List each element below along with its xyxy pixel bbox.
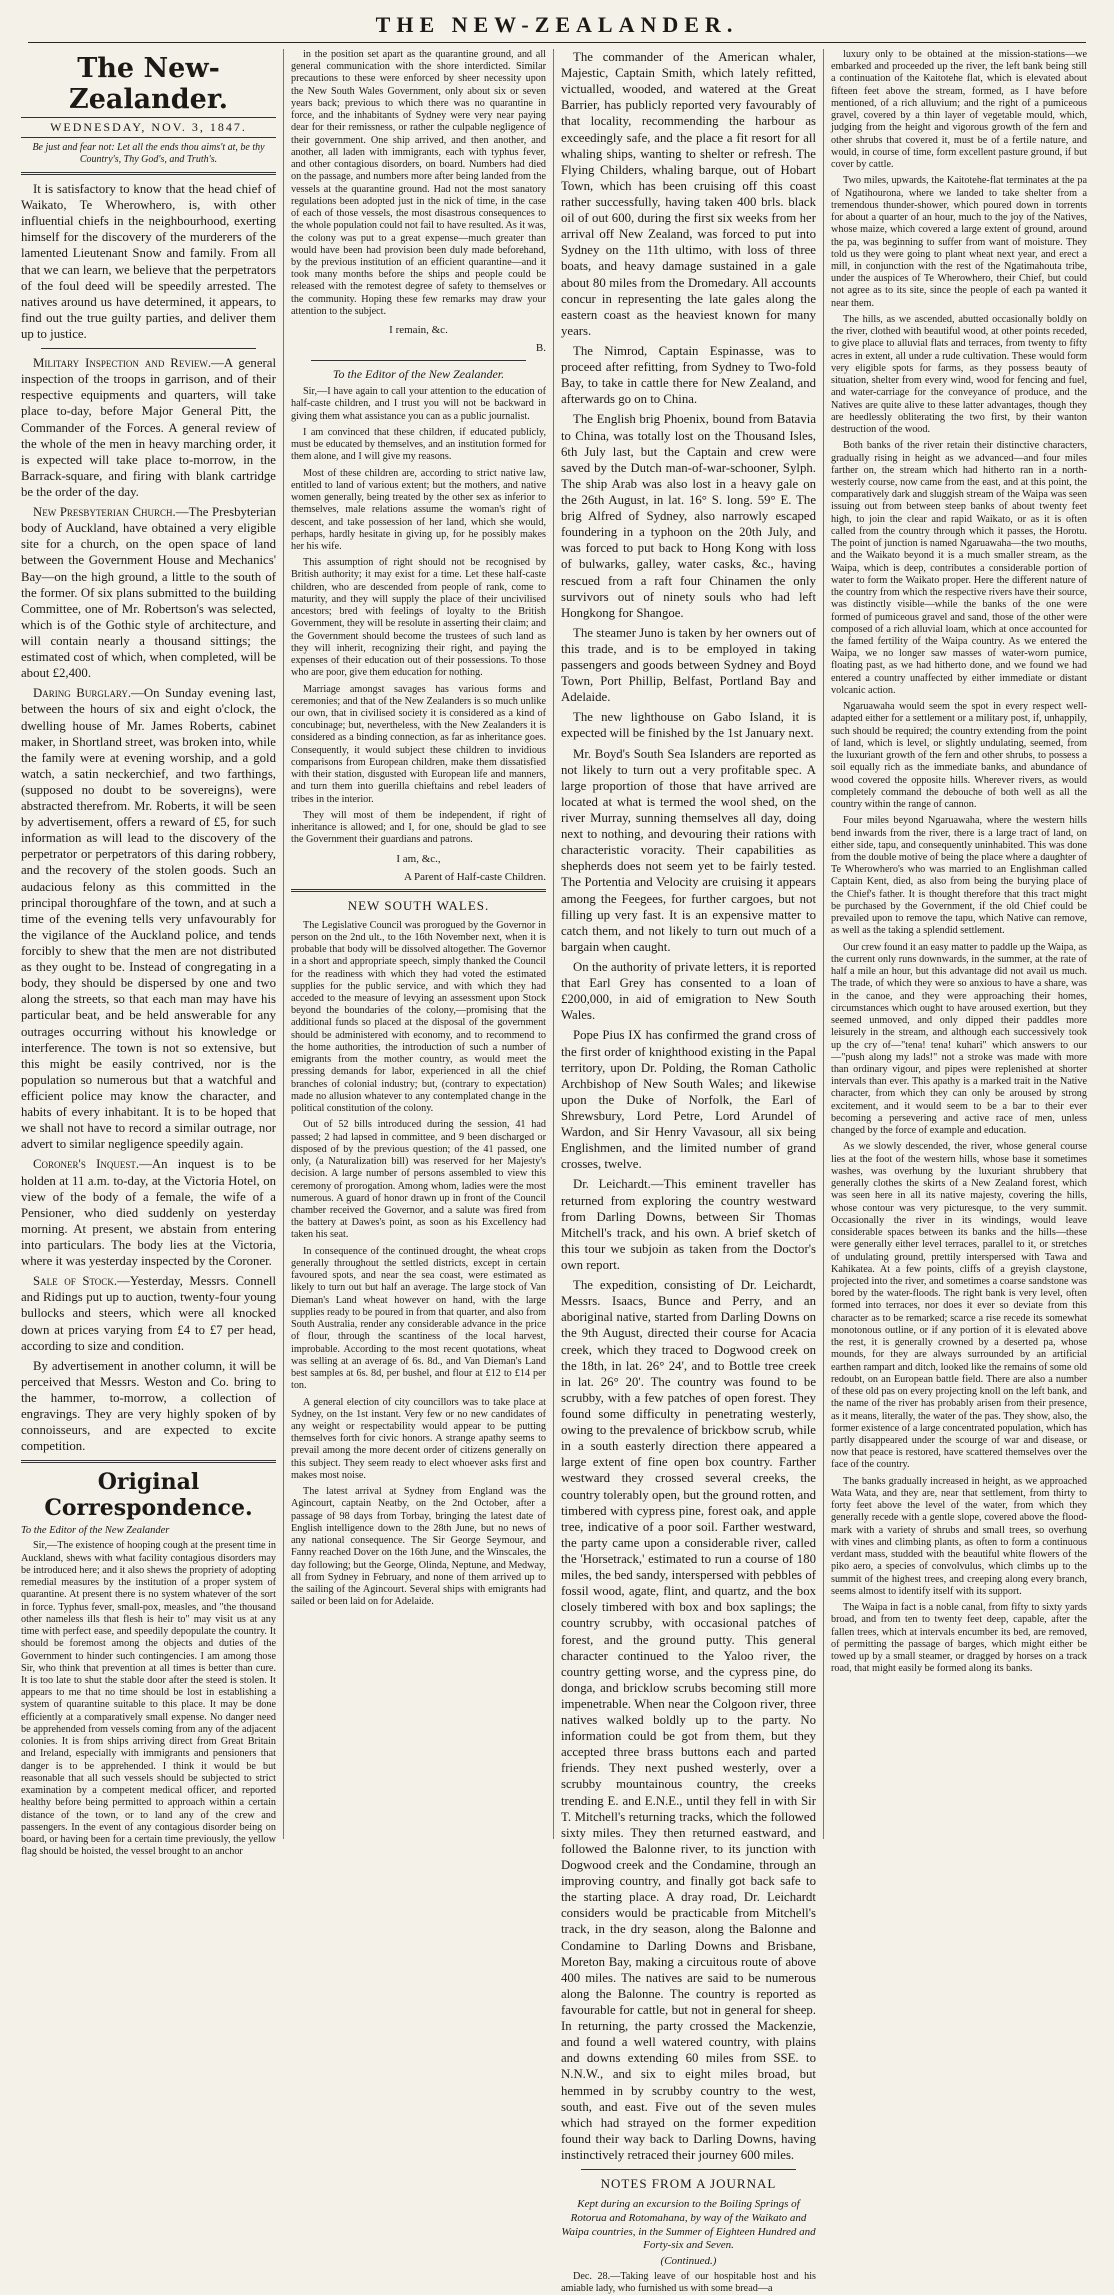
news-paragraph: Pope Pius IX has confirmed the grand cross of the first order of knighthood existing in the Papal territory, upon Dr. Polding, the Roman Catholic Archbishop of New South Wales; and likewise upon the Duke of Norfolk, the Earl of Shrewsbury, Lord Petre, Lord Arundel of Wardon, and Sir Henry Vavasour, all six being Englishmen, and the limited number of grand crosses, twelve. (561, 1028, 816, 1172)
column-2 (284, 49, 554, 1839)
journal-paragraph: Both banks of the river retain their distinctive characters, gradually rising in height as we advanced—and four miles farther on, the stream which had hitherto ran in a north-westerly course, now came from the east, and at this point, the comparatively dark and sluggish stream of the Waipa was seen issuing out from between steep banks of about twenty feet high, to join the clear and rapid Waikato, or as it is often called from the country through which it passes, the Horotu. The point of junction is named Ngaruawaha—the two mouths, and the Waikato beyond it is a much smaller stream, as the Waipa, which is deep, contributes a considerable portion of water to form the Waikato proper. Here the different nature of the country from which the respective rivers have their source, was distinctly visible—while the banks of the one were formed of pumiceous gravel and sand, those of the other were composed of a rich alluvial loam, which at once accounted for the famed fertility of the Waipa country. As we entered the Waipa, we no longer saw masses of water-worn pumice, floating past, as we had hitherto done, and we found we had entered a country unaffected by either immediate or distant volcanic action. (831, 440, 1087, 696)
nsw-title: NEW SOUTH WALES. (347, 897, 490, 913)
news-item (21, 1273, 276, 1354)
journal-paragraph: Ngaruawaha would seem the spot in every respect well-adapted either for a settlement or a military post, if, unhappily, such should be required; the country extending from the point of land, which is level, or slightly undulating, seemed, from the luxuriant growth of the fern and other shrubs, to possess a soil equally rich as the immediate banks, and abundance of wood covered the opposite hills. Wherever rivers, as would completely command the debouche of both well as all the country within the range of cannon. (831, 701, 1087, 811)
news-item-text: —Yesterday, Messrs. Connell and Ridings put up to auction, twenty-four young bullocks and steers, which were all knocked down at prices varying from £4 to £7 per head, according to size and condition. (21, 1274, 276, 1353)
letter2-paragraph: Marriage amongst savages has various forms and ceremonies; and that of the New Zealanders is so much unlike our own, that in civilised society it is considered as a kind of concubinage; but, nevertheless, with the New Zealanders it is considered as a binding connection, as far as inheritance goes. Consequently, it would subject these children to invidious comparisons from European children, make them dissatisfied with their station, disgusted with European life and manners, and turn them into guerilla chieftains and rebel leaders of tribes in the interior. (291, 683, 546, 805)
paper-name: The New-Zealander. (69, 53, 228, 115)
letter2-signature: A Parent of Half-caste Children. (403, 870, 546, 883)
nsw-paragraph: The Legislative Council was prorogued by the Governor in person on the 2nd ult., to the 16th November next, when it is probable that body will be dissolved altogether. The Governor in a short and appropriate speech, simply thanked the Council for the readiness with which they had voted the estimated supplies for the public service, and with which they had acceded to the measure of levying an assessment upon Stock beyond the boundaries of the colony,—promising that the additional funds so placed at the disposal of the government should be administered with economy, and to recommend to the home authorities, the introduction of such a number of emigrants from the mother country, as would meet the pressing demands for labor, experienced in all the chief branches of colonial industry; but, (contrary to expectation) made no allusion whatever to any contemplated change in the political constitution of the colony. (291, 919, 546, 1115)
journal-text: Dec. 28.—Taking leave of our hospitable host and his amiable lady, who furnished us with some bread—a (561, 2270, 816, 2295)
news-item-text: —An inquest is to be holden at 11 a.m. to-day, at the Victoria Hotel, on view of the body of a female, the wife of a Pensioner, who died suddenly on yesterday morning. At present, we abstain from entering into particulars. The body lies at the Victoria, where it was yesterday inspected by the Coroner. (21, 1157, 276, 1269)
lead-article: It is satisfactory to know that the head chief of Waikato, Te Wherowhero, is, with other influential chiefs in the neighbourhood, exerting himself for the discovery of the murderers of the lamented Lieutenant Snow and family. From all that we can learn, we believe that the perpetrators of the foul deed will be speedily arrested. The natives around us have determined, it appears, to find out the true guilty parties, and deliver them up to justice. (21, 182, 276, 341)
columns (14, 49, 1100, 2295)
column-4 (824, 49, 1094, 1839)
nsw-body (291, 920, 546, 1609)
journal-title: NOTES FROM A JOURNAL (600, 2176, 777, 2192)
motto: Be just and fear not: Let all the ends thou aims't at, be thy Country's, Thy God's, and Truth's. (32, 142, 265, 165)
journal-paragraph: The hills, as we ascended, abutted occasionally boldly on the river, clothed with beautiful wood, at other points receded, to give place to alluvial flats and terraces, from twenty to fifty acres in extent, all under a rude cultivation. These would form very eligible spots for farms, as they possess beauty of situation, shelter from every wind, wood for fencing and fuel, and water-carriage for the conveyance of produce, and the Natives are quite alive to these latter advantages, though they are heedlessly obliterating the two first, by their wanton destruction of the wood. (831, 313, 1087, 436)
news-paragraph: The Nimrod, Captain Espinasse, was to proceed after refitting, from Sydney to Two-fold Bay, to take in cattle there for New Zealand, and afterwards go on to China. (561, 343, 816, 407)
news-item-heading: Daring Burglary. (33, 686, 132, 701)
letter2-signoff: I am, &c., (396, 852, 441, 865)
news-paragraph: Mr. Boyd's South Sea Islanders are reported as not likely to turn out a very profitable spec. A large proportion of those that have arrived are located at what is termed the wool shed, on the river Murray, sunning themselves all day, doing next to nothing, and devouring their rations with characteristic voracity. Their capabilities as shepherds does not seem yet to be fairly tested. The Portentia and Velocity are cruising it appears among the Feegees, for further cargoes, but not filling up very fast. It is an expensive matter to catch them, and not likely to turn out much of a bargain when caught. (561, 746, 816, 954)
news-item-heading: Military Inspection and Review. (33, 356, 212, 371)
masthead: THE NEW-ZEALANDER. (28, 10, 1086, 43)
journal-paragraph: The Waipa in fact is a noble canal, from fifty to sixty yards broad, and from ten to twenty feet deep, capable, after the fallen trees, which at intervals encumber its bed, are removed, of permitting the passage of barges, which might either be towed up by a small steamer, or dragged by horses on a track road, that might easily be formed along its banks. (831, 1602, 1087, 1675)
letter-text: Sir,—The existence of hooping cough at the present time in Auckland, shews with what facility contagious disorders may be introduced here; and it also shews the propriety of adopting remedial measures by the institution of a proper system of quarantine. At present there is no system whatever of the sort in force. Typhus fever, small-pox, measles, and "the thousand other nameless ills that flesh is heir to" may visit us at any time with perfect ease, and speedily depopulate the country. It should be foremost among the objects and duties of the Government to hinder such contingencies. I am among those Sir, who think that prevention at all times is better than cure. It is too late to shut the stable door after the steed is stolen. It appears to me that no time should be lost in establishing a system of quarantine suitable to this place. It may be done efficiently at a comparatively small expense. No danger need be apprehended from vessels coming from any of the adjacent colonies. It is from ships arriving direct from Great Britain and Ireland, especially with immigrants and pensioners that danger is to be apprehended. I think it would be but reasonable that all such vessels should be subjected to strict examination by a competent medical officer, and reported healthy before being permitted to approach within a certain distance of the town, or to land any of the crew and passengers. In the event of any contagious disorder being on board, or having been for a certain time previously, the yellow flag should be hoisted, the vessel brought to an anchor (21, 1540, 276, 1858)
column-1 (14, 49, 284, 1858)
journal-paragraph: luxury only to be obtained at the mission-stations—we embarked and proceeded up the river, the left bank being still a continuation of the Kaitotehe flat, which is elevated about fifteen feet above the stream, formed, as I have before mentioned, of a rich alluvium; and the right of a pumiceous gravel, covered by a thin layer of vegetable mould, which, judging from the height and vigorous growth of the fern and other shrubs that covered it, must be of a fertile nature, and would, in course of time, form excellent pasture ground, if but cover by cattle. (831, 49, 1087, 171)
dateline: WEDNESDAY, NOV. 3, 1847. (21, 117, 276, 138)
letter-signoff: I remain, &c. (389, 324, 448, 337)
news-item-text: —A general inspection of the troops in garrison, and of their respective equipments and quarters, will take place to-day, before Major General Pitt, the Commander of the Forces. A general review of the whole of the men in heavy marching order, it is expected will take place to-morrow, in the Barrack-square, and firing with blank cartridge be the order of the day. (21, 356, 276, 499)
news-paragraph: Dr. Leichardt.—This eminent traveller has returned from exploring the country westward from Darling Downs, between Sir Thomas Mitchell's track, and his own. A brief sketch of this tour we subjoin as taken from the Doctor's own report. (561, 1177, 816, 1272)
news-item-heading: Coroner's Inquest. (33, 1157, 140, 1172)
news-paragraph: The new lighthouse on Gabo Island, it is expected will be finished by the 1st January next. (561, 710, 816, 741)
correspondence-title: Original Correspondence. (44, 1469, 253, 1522)
journal-paragraph: Four miles beyond Ngaruawaha, where the western hills bend inwards from the river, there is a large tract of land, on either side, tapu, and consequently uninhabited. This was done from the double motive of being the place where a daughter of Te Wherowhero's who was married to an Englishman called Captain Kent, died, as also from being the burying place of the Chief's father. It is thought therefore that this tract might be purchased by the Government, if the old Chief could be prevailed upon to remove the tapu, which Native can remove, as well as the taking a splendid settlement. (831, 815, 1087, 937)
news-item-text: —On Sunday evening last, between the hours of six and eight o'clock, the dwelling house of Mr. James Roberts, cabinet maker, in Shortland street, was broken into, while the family were at evening worship, and a gold watch, a satin neckerchief, and two farthings, (supposed no doubt to be sovereigns), were abstracted therefrom. Mr. Roberts, it will be seen by advertisement, offers a reward of £5, for such information as will lead to the discovery of the perpetrator or perpetrators of this daring robbery, and the recovery of the stolen goods. Such an audacious felony as this committed in the principal thoroughfare of the town, and at such a time of the evening tells very unfavourably for the vigilance of the Auckland police, and tends forcibly to shew that the men are not distributed as they ought to be. Instead of congregating in a body, they should be dispersed by one and two along the streets, so that each man may have his particular beat, and be held answerable for any outrages occurring without his knowledge or interference. The town is not so extensive, but this might be easily contrived, nor is the population so numerous but that a watchful and efficient police may know the character, and habits of every inhabitant. It is to be hoped that we shall not have to record a similar outrage, nor advert to similar negligence speedily again. (21, 686, 276, 1152)
letter-initial: B. (535, 342, 546, 355)
divider (41, 348, 256, 349)
column-3 (554, 49, 824, 2295)
news-paragraph: The commander of the American whaler, Majestic, Captain Smith, which lately refitted, victualled, wooded, and watered at the Great Barrier, has publicly reported very favourably of that locality, recommending the harbour as exceedingly safe, and the place a fit resort for all whaling ships, wanting to shelter or refresh. The Flying Childers, whaling barque, out of Hobart Town, which has been cruising off this coast rather successfully, having taken 400 brls. black oil of out 600, during the first six weeks from her arrival off New Zealand, was forced to put into Sydney on the 11th ultimo, with loss of three boats, and heavy damage sustained in a gale about 80 miles from the Dromedary. All accounts concur in representing the late gales along the eastern coast as the heaviest known for many years. (561, 50, 816, 338)
letter2-salutation: To the Editor of the New Zealander. (332, 367, 505, 382)
letter2-paragraph: I am convinced that these children, if educated publicly, must be educated by themselves, and an institution formed for them alone, and I will give my reasons. (291, 426, 546, 463)
news-item (21, 355, 276, 500)
news-item-text: —The Presbyterian body of Auckland, have obtained a very eligible site for a church, on the open space of land between the Government House and Mechanics' Bay—on the high ground, a little to the south of the former. Of six plans submitted to the building Committee, one of Mr. Robertson's was selected, which is of the Gothic style of architecture, and will contain nearly a thousand sittings; the estimated cost of which, when completed, will be about £2,400. (21, 505, 277, 681)
journal-continuation (831, 49, 1087, 1675)
journal-paragraph: Our crew found it an easy matter to paddle up the Waipa, as the current only runs downwards, in the summer, at the rate of half a mile an hour, but this advantage did not avail us much. The trade, of which they were so anxious to have a share, was in the canoe, and they were approaching their homes, circumstances which ought to have aroused exertion, but they seemed unmoved, and only dipped their paddles more leisurely in the stream, and although each successively took up the cry of—"tena! tena! kuhari" which answers to our—"push along my lads!" not a stroke was made with more than ordinary vigour, and pipes were replenished at shorter intervals than ever. This apathy is a marked trait in the Native character, from which they can only be aroused by strong excitement, and it would seem to be a bar to their ever becoming a persevering and active race of men, unless changed by the force of example and education. (831, 941, 1087, 1137)
news-paragraph: The expedition, consisting of Dr. Leichardt, Messrs. Isaacs, Bunce and Perry, and an aboriginal native, started from Darling Downs on the 9th August, directed their course for Acacia creek, which they traced to Dogwood creek on the 18th, in lat. 26° 24', and to Bottle tree creek in lat. 26° 20'. The country was found to be scrubby, with a few patches of open forest. They found some difficulty in penetrating westerly, owing to the prevalence of brickbow scrub, while in a south easterly direction there appeared a large extent of fine open box country. Farther westward they crossed several creeks, the country tolerably open, but the ground rotten, and timbered with cypress pine, forest oak, and apple tree, indicative of a poor soil. Farther westward, the party came upon a considerable river, called the 'Horsetrack,' estimated to run a course of 180 miles, the bed sandy, interspersed with pebbles of fossil wood, agate, flint, and quartz, and the box closely timbered with box and box saplings; the country scrubby, with occasional patches of forest, and the ground putty. This general character continued to the Yaloo river, the country getting worse, and the cypress pine, do donga, and bricklow scrubs becoming still more impenetrable. When near the Colgoon river, three natives walked boldly up to the party. No information could be got from them, but they accepted three brass buttons each and parted friends. They next pushed westerly, over a scrubby mountainous country, the creeks trending E. and E.N.E., until they fell in with Sir T. Mitchell's returning tracks, which the followed sixty miles. They then returned eastward, and followed the Balonne river, to its junction with Dogwood creek and the Condamine, through an improving country, and finally got back safe to the starting place. A dray road, Dr. Leichardt considers would be practicable from Mitchell's track, in the dry season, along the Balonne and Condamine to Darling Downs and Brisbane, Moreton Bay, making a circuitous route of above 400 miles. The natives are said to be numerous along the Balonne. The country is reported as favourable for cattle, but not in general for sheep. In returning, the party crossed the Mackenzie, and found a well watered country, with plains and downs extending 60 miles from SSE. to N.N.W., and six to eight miles broad, but hemmed in by scrubby country to the west, south, and east. Five out of the seven mules which had strayed on the former expedition found their way back to Darling Downs, having instinctively retraced their journey 600 miles. (561, 1278, 816, 2162)
letter2-paragraph: Most of these children are, according to strict native law, entitled to land of various extent; but the mothers, and native women generally, being treated by the other sex as inferior to themselves, male relations assume the woman's right of descent, and take possession of her land, which she would, perhaps, hardly hesitate in giving up, for he possibly makes her his wife. (291, 467, 546, 552)
journal-subtitle: Kept during an excursion to the Boiling Springs of Rotorua and Rotomahana, by way of the Waikato and Waipa countries, in the Summer of Eighteen Hundred and Forty-six and Seven. (561, 2198, 816, 2252)
news-item-heading: Sale of Stock. (33, 1274, 118, 1289)
letter-continuation: in the position set apart as the quarantine ground, and all general communication with the shore interdicted. Similar precautions to these were enforced by sheer necessity upon the New South Wales Government, only about six or seven years back; previous to which there was no quarantine in force, and the inhabitants of Sydney were very near paying dear for their remissness, or rather the culpable negligence of their government. One ship arrived, and then another, and another, all laden with immigrants, each with typhus fever, and other contagious disorders, on board. Numbers had died on the passage, and numbers more after being landed from the vessels at the quarantine ground. Had not the most sanatory regulations been adopted just in the nick of time, in the case of each of those vessels, the most disastrous consequences to the whole population could not fail to have resulted. As it was, the colony was put to a great expense—much greater than would have been had provision been duly made beforehand, by the previous institution of an efficient quarantine—and it took many months before the ships and people could be released with the remotest degree of safety to themselves or the community. Hoping these few remarks may draw your attention to the subject. (291, 49, 546, 317)
divider (21, 172, 276, 175)
news-item (21, 1358, 276, 1455)
letter2-paragraph: They will most of them be independent, if right of inheritance is allowed; and I, for one, should be glad to see the Government their guardians and patrons. (291, 809, 546, 846)
journal-paragraph: Two miles, upwards, the Kaitotehe-flat terminates at the pa of Ngatihourona, where we landed to take shelter from a tremendous thunder-shower, which poured down in torrents for about a quarter of an hour, much to the joy of the Natives, whose maize, which covered a large extent of ground, around the pa, was beginning to suffer from want of moisture. They told us they were going to plant wheat next year, and erect a mill, in conjunction with the rest of the Ngatimahouta tribe, under the auspices of Te Wherowhero, their Chief, but could not agree as to its site, since the people of each pa wanted it near them. (831, 175, 1087, 309)
divider (291, 889, 546, 892)
news-item (21, 504, 276, 681)
news-item-text: By advertisement in another column, it will be perceived that Messrs. Weston and Co. bring to the hammer, to-morrow, a collection of engravings. They are very highly spoken of by connoisseurs, and are expected to excite competition. (21, 1358, 276, 1454)
letter2-body (291, 386, 546, 846)
letter2-paragraph: Sir,—I have again to call your attention to the education of half-caste children, and I trust you will not be backward in giving them what assistance you can as a public journalist. (291, 386, 546, 422)
news-item (21, 685, 276, 1152)
news-items (21, 355, 276, 1454)
news-paragraph: The steamer Juno is taken by her owners out of this trade, and is to be employed in taking passengers and goods between Sydney and Boyd Town, Port Phillip, Belfast, Portland Bay and Adelaide. (561, 625, 816, 705)
nsw-paragraph: Out of 52 bills introduced during the session, 41 had passed; 2 had lapsed in committee, and 9 been discharged or disposed of by the previous question; of the 41 passed, one only, (a Naturalization bill) was reserved for her Majesty's decision. A large number of persons assembled to view this ceremony of prorogation. Among whom, ladies were the most numerous. A guard of honor drawn up in front of the Council chamber received the Governor, and a salute was fired from the battery at Dawes's point, as soon as his Excellency had taken his seat. (291, 1119, 546, 1241)
nsw-paragraph: In consequence of the continued drought, the wheat crops generally throughout the settled districts, except in certain favoured spots, and near the sea coast, were estimated as likely to turn out but half an average. The large stock of Van Dieman's Land wheat however on hand, with the large supplies ready to be poured in from that quarter, and also from South Australia, render any considerable advance in the price of flour, through the scantiness of the local harvest, improbable. According to the most recent quotations, wheat was selling at an average of 6s. 8d., and Van Dieman's Land best samples at 6s. 8d, per bushel, and flour at £12 to £14 per ton. (291, 1245, 546, 1392)
journal-continued: (Continued.) (660, 2255, 717, 2268)
news-item (21, 1156, 276, 1269)
news-paragraph: On the authority of private letters, it is reported that Earl Grey has consented to a loan of £200,000, in aid of emigration to New South Wales. (561, 960, 816, 1023)
nsw-paragraph: A general election of city councillors was to take place at Sydney, on the 1st instant. Very few or no new candidates of any weight or respectability would appear to be putting themselves forth for civic honors. A strange apathy seems to prevail among the more decent order of citizens generally on this subject. They seem ready to elect whoever asks first and makes most noise. (291, 1396, 546, 1481)
letter-salutation: To the Editor of the New Zealander (21, 1525, 170, 1537)
journal-paragraph: As we slowly descended, the river, whose general course lies at the foot of the western hills, whose base it sometimes washes, was overhung by the luxuriant shrubbery that generally clothes the skirts of a New Zealand forest, which was seen here in all its native majesty, covering the hills, whose contour was very picturesque, to the very summit. Occasionally the river in its windings, would leave considerable spaces between its banks and the hills—these were generally either level terraces, parallel to it, or stretches of undulating ground, prettily interspersed with Tawa and Kahikatea. At a few points, cliffs of a greyish claystone, projected into the river, and sometimes a coarse sandstone was bored by the water-floods. The right bank is very level, often formed into terraces, nor does it ever so deviate from this character as to be remarked; scarce a rise recede its somewhat monotonous outline, or if any portion of it is elevated above the rest, it is generally crowned by a deserted pa, whose mounds, for they are always surrounded by an artificial earthen rampart and ditch, looked like the remains of some old redoubt, on an European battle field. There are also a number of these old pas on every projecting knoll on the left bank, and the name of the river has probably arisen from their presence, as it means, literally, the water of the pas. They show, also, the former existence of a large concentrated population, which has partly disappeared under the scourge of war and disease, or now that peace is restored, have scattered themselves over the face of the country. (831, 1141, 1087, 1471)
news-paragraph: The English brig Phoenix, bound from Batavia to China, was totally lost on the Thousand Isles, 6th July last, but the Captain and crew were saved by the Dutch man-of-war-schooner, Sylph. The ship Arab was also lost in a heavy gale on the 26th August, in lat. 16° S. long. 59° E. The brig Alfred of Sydney, also narrowly escaped foundering in a typhoon on the 20th July, and was forced to put back to Hong Kong with loss of bulwarks, galley, water casks, &c., having rescued from a raft four Chinamen the only survivors out of ninety souls who had left Hongkong for Shangoe. (561, 412, 816, 620)
journal-paragraph: The banks gradually increased in height, as we approached Wata Wata, and they are, near that settlement, from thirty to forty feet above the level of the water, from which they generally recede with a gentle slope, covered above the flood-mark with a variety of shrubs and small trees, so overhung with vines and climbing plants, as often to form a continuous verdant mass, studded with the beautiful white flowers of the piko aero, a species of convolvulus, which climbs up to the summit of the highest trees, and creeping along every branch, seems almost to identify itself with its support. (831, 1475, 1087, 1597)
divider (311, 360, 526, 361)
divider (21, 1460, 276, 1463)
shipping-news (561, 49, 816, 2163)
nsw-paragraph: The latest arrival at Sydney from England was the Agincourt, captain Neatby, on the 2nd October, after a passage of 98 days from Torbay, bringing the latest date of English intelligence down to the 28th June, but no news of any national consequence. The Sir George Seymour, and Fanny reached Dover on the 16th June, and the Winscales, the day following; but the George, Olinda, Neptune, and Medway, all from Sydney in February, and none of them arrived up to the sailing of the Agincourt. Several ships with emigrants had sailed or been laid on for Adelaide. (291, 1486, 546, 1608)
divider (581, 2169, 796, 2170)
letter2-paragraph: This assumption of right should not be recognised by British authority; it may exist for a time. Let these half-caste children, who are descended from people of rank, come to maturity, and they will supply the place of their uncivilised ancestors; bred with feelings of loyalty to the British Government, they will be resolute in asserting their claim; and the Government should become the trustees of such land as they will inherit, recognizing their right, and paying the expenses of their education out of their possessions. To those who are poor, give them education for nothing. (291, 557, 546, 679)
news-item-heading: New Presbyterian Church. (33, 505, 176, 520)
